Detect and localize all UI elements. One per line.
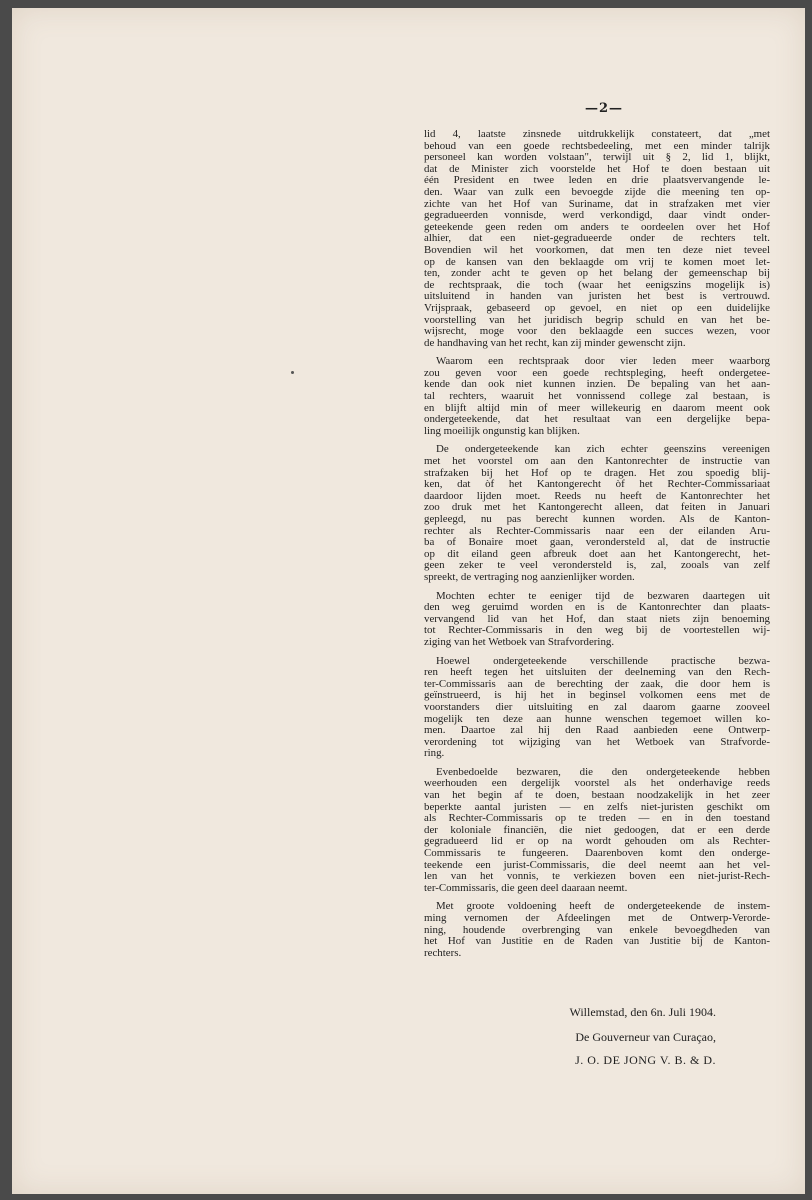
paragraph [424,591,770,649]
text-line: zichte van het Hof van Suriname, dat in strafzaken met vier [424,198,770,210]
text-line: rechters. [424,947,462,959]
ink-speck [291,371,294,374]
text-line: en blijft altijd min of meer willekeurig en daarom meent ook [424,402,770,414]
text-line: teekende een jurist-Commissaris, die deel neemt aan het vel- [424,859,770,871]
text-line: weerhouden een dergelijk voorstel als het onderhavige reeds [424,778,770,790]
text-line: alhier, dat een niet-gegradueerde onder de rechters telt. [424,233,770,245]
text-line: ning, houdende overbrenging van enkele bevoegdheden van [424,924,770,936]
text-line: behoud van een goede rechtsbedeeling, met een minder talrijk [424,140,770,152]
text-line: gegradueerden vonnisde, werd verkondigd, daar vindt onder- [424,210,770,222]
text-line: ter-Commissaris aan de berechting der zaak, die door hem is [424,678,770,690]
text-line: len van het vonnis, te verkiezen boven een niet-jurist-Rech- [424,871,770,883]
text-line: kende dan ook niet kunnen inzien. De bepaling van het aan- [424,379,770,391]
text-line: met het voorstel om aan den Kantonrechter de instructie van [424,456,770,468]
text-line: men. Daartoe zal hij den Raad aanbieden eene Ontwerp- [424,725,770,737]
text-line: personeel kan worden volstaan", terwijl uit § 2, lid 1, blijkt, [424,152,770,164]
text-line: geïnstrueerd, is hij het in beginsel volkomen eens met de [424,690,770,702]
page-number: —2— [585,101,624,116]
text-line: beperkte aantal juristen — en zelfs niet-juristen geschikt om [424,801,770,813]
text-line: strafzaken bij het Hof op te dragen. Het zou spoedig blij- [424,467,770,479]
text-line: den. Waar van zulk een bevoegde zijde die meening ten op- [424,186,770,198]
text-line: geteekende geen reden om anders te oordeelen over het Hof [424,221,770,233]
text-line: voorstelling van het juridisch begrip schuld en van het be- [424,314,770,326]
text-line: zoo druk met het Kantongerecht alleen, dat feiten in Januari [424,502,770,514]
text-line: Waarom een rechtspraak door vier leden meer waarborg [436,356,770,368]
text-line: geen zeker te veel verondersteld is, zal, zooals van zelf [424,560,770,572]
paragraph [424,656,770,760]
body-text-column [424,129,770,966]
text-line: als Rechter-Commissaris op te treden — en in den toestand [424,813,770,825]
text-line: tal rechters, waaruit het vonnissend college zal bestaan, is [424,391,770,403]
text-line: gegradueerd lid er op na wordt gehouden om als Rechter- [424,836,770,848]
text-line: Hoewel ondergeteekende verschillende practische bezwa- [436,655,770,667]
text-line: ter-Commissaris, die geen deel daaraan neemt. [424,882,628,894]
paragraph [424,901,770,959]
text-line: tot Rechter-Commissaris in den weg bij de voortestellen wij- [424,625,770,637]
text-line: verordening tot wijziging van het Wetboek van Strafvorde- [424,736,770,748]
text-line: ling moeilijk ongunstig kan blijken. [424,425,580,437]
text-line: het Hof van Justitie en de Raden van Justitie bij de Kanton- [424,936,770,948]
text-line: één President en twee leden en drie plaatsvervangende le- [424,175,770,187]
text-line: mogelijk ten deze aan hunne wenschen tegemoet willen ko- [424,713,770,725]
text-line: dat de Minister zich voorstelde het Hof te doen bestaan uit [424,163,770,175]
text-line: voorstanders dier uitsluiting en zal daarom gaarne zooveel [424,701,770,713]
text-line: ren heeft tegen het uitsluiten der deelneming van den Rech- [424,667,770,679]
text-line: van het begin af te doen, bestaan noodzakelijk in het zeer [424,790,770,802]
paragraph [424,129,770,349]
text-line: ming vernomen der Afdeelingen met de Ontwerp-Verorde- [424,913,770,924]
text-line: wijsrecht, moge voor den beklaagde een succes wezen, voor [424,326,770,338]
text-line: de handhaving van het recht, kan zij minder gewenscht zijn. [424,337,686,349]
text-line: Evenbedoelde bezwaren, die den ondergeteekende hebben [436,766,770,778]
text-line: op de kansen van den beklaagde om vrij te komen moet let- [424,256,770,268]
signature-name: J. O. DE JONG V. B. & D. [575,1053,716,1067]
text-line: uitsluitend in handen van juristen het best is vertrouwd. [424,291,770,303]
text-line: De ondergeteekende kan zich echter geenszins vereenigen [436,444,770,456]
text-line: den weg geruimd worden en is de Kantonrechter dan plaats- [424,602,770,614]
text-line: spreekt, de vertraging nog aanzienlijker worden. [424,571,635,583]
text-line: vervangend lid van het Hof, dan staat niets zijn benoeming [424,613,770,625]
text-line: Met groote voldoening heeft de ondergeteekende de instem- [436,901,770,913]
text-line: rechter als Rechter-Commissaris naar een der eilanden Aru- [424,525,770,537]
text-line: gepleegd, nu pas berecht kunnen worden. Als de Kanton- [424,514,770,525]
text-line: zou geven voor een goede rechtspleging, heeft ondergetee- [424,367,770,379]
paragraph [424,767,770,895]
text-line: op dit eiland geen afbreuk doet aan het Kantongerecht, het- [424,548,770,560]
text-line: Mochten echter te eeniger tijd de bezwaren daartegen uit [436,590,770,602]
text-line: ziging van het Wetboek van Strafvordering. [424,636,615,648]
signature-place-date: Willemstad, den 6n. Juli 1904. [569,1005,716,1019]
text-line: Vrijspraak, gebaseerd op gevoel, en niet op een duidelijke [424,302,770,314]
text-line: ken, dat òf het Kantongerecht òf het Rechter-Commissariaat [424,479,770,491]
paragraph [424,356,770,437]
signature-role: De Gouverneur van Curaçao, [575,1030,716,1044]
text-line: Commissaris te fungeeren. Daarenboven komt den onderge- [424,848,770,860]
text-line: ondergeteekende, dat het resultaat van een dergelijke bepa- [424,414,770,426]
text-line: ring. [424,748,445,760]
text-line: daardoor lijden moet. Reeds nu heeft de Kantonrechter het [424,490,770,502]
paragraph [424,444,770,583]
text-line: ten, zonder acht te geven op het belang der gemeenschap bij [424,268,770,280]
text-line: lid 4, laatste zinsnede uitdrukkelijk constateert, dat „met [424,129,770,140]
text-line: Bovendien wil het voorkomen, dat men ten deze niet teveel [424,244,770,256]
text-line: de rechtspraak, die toch (waar het eenigszins mogelijk is) [424,279,770,291]
text-line: der koloniale financiën, die niet gedoogen, dat er een derde [424,824,770,836]
text-line: ba of Bonaire moet gaan, verondersteld al, dat de instructie [424,537,770,549]
